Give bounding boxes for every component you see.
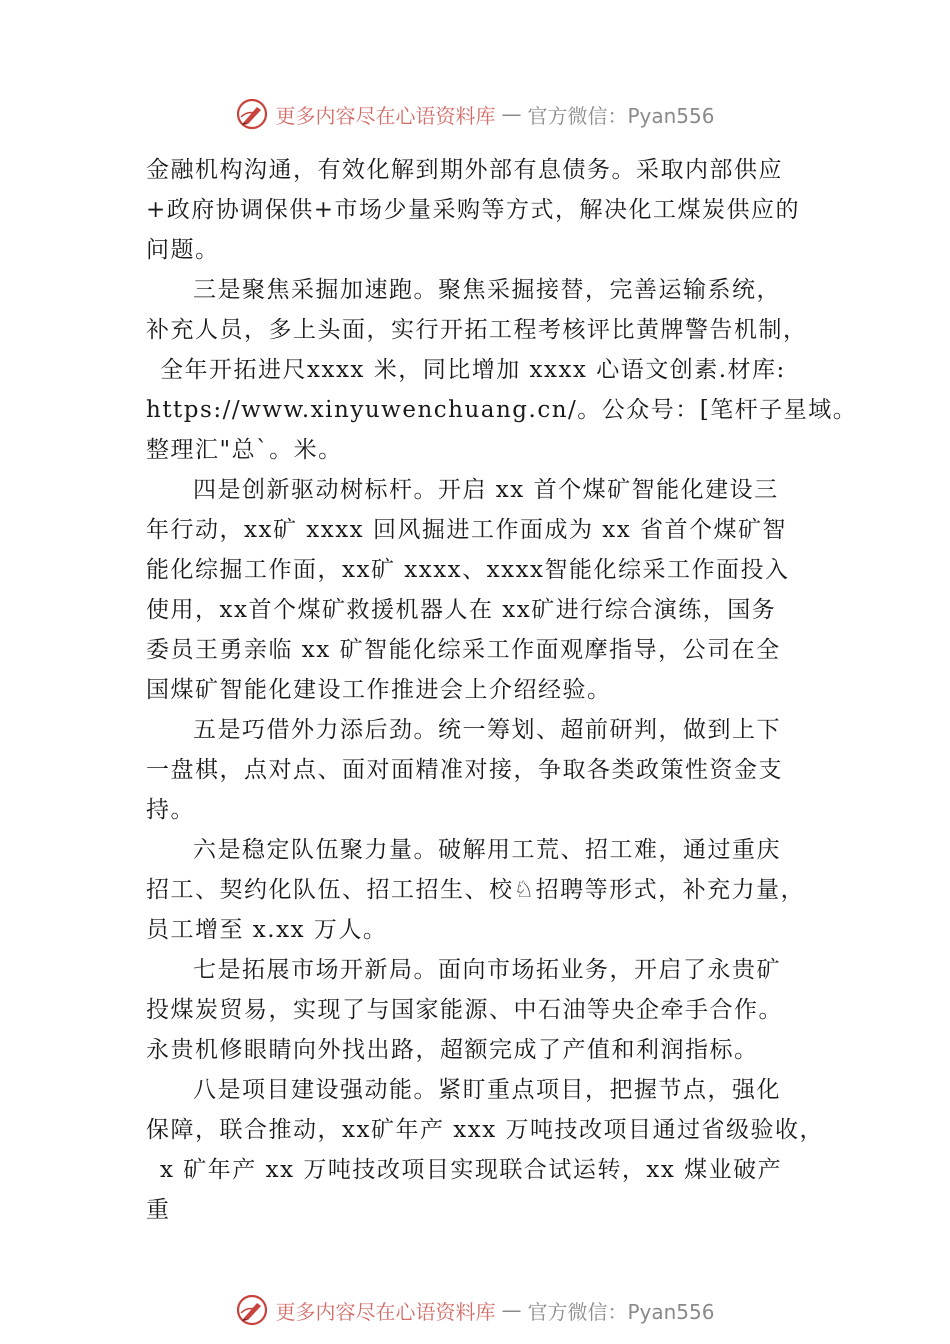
body-line: 使用，xx首个煤矿救援机器人在 xx矿进行综合演练，国务 bbox=[146, 597, 777, 623]
pen-logo-icon bbox=[235, 1293, 269, 1327]
banner-dash: — bbox=[501, 102, 522, 126]
body-line: 永贵机修眼睛向外找出路，超额完成了产值和利润指标。 bbox=[146, 1037, 759, 1063]
body-line: 保障，联合推动，xx矿年产 xxx 万吨技改项目通过省级验收， bbox=[146, 1117, 824, 1143]
footer-banner bbox=[0, 1290, 950, 1330]
body-line: 整理汇"总`。米。 bbox=[146, 437, 343, 463]
body-line: 问题。 bbox=[146, 237, 220, 263]
body-line: 国煤矿智能化建设工作推进会上介绍经验。 bbox=[146, 677, 612, 703]
body-line: 补充人员，多上头面，实行开拓工程考核评比黄牌警告机制， bbox=[146, 317, 808, 343]
body-line: 全年开拓进尺xxxx 米，同比增加 xxxx 心语文创素.材库: bbox=[160, 357, 786, 383]
pen-logo-icon bbox=[235, 97, 269, 131]
body-line: 能化综掘工作面，xx矿 xxxx、xxxx智能化综采工作面投入 bbox=[146, 557, 790, 583]
paragraph-5-start: 五是巧借外力添后劲。统一筹划、超前研判，做到上下 bbox=[193, 717, 781, 743]
body-line: 年行动，xx矿 xxxx 回风掘进工作面成为 xx 省首个煤矿智 bbox=[146, 517, 788, 543]
banner-site-name: 更多内容尽在心语资料库 bbox=[275, 1299, 496, 1324]
body-line: 委员王勇亲临 xx 矿智能化综采工作面观摩指导，公司在全 bbox=[146, 637, 781, 663]
paragraph-8-start: 八是项目建设强动能。紧盯重点项目，把握节点，强化 bbox=[193, 1077, 781, 1103]
paragraph-6-start: 六是稳定队伍聚力量。破解用工荒、招工难，通过重庆 bbox=[193, 837, 781, 863]
body-line: 金融机构沟通，有效化解到期外部有息债务。采取内部供应 bbox=[146, 157, 783, 183]
banner-wechat: 官方微信：Pyan556 bbox=[527, 1299, 715, 1324]
header-banner bbox=[0, 94, 950, 134]
body-line: 员工增至 x.xx 万人。 bbox=[146, 917, 388, 943]
banner-wechat: 官方微信：Pyan556 bbox=[527, 103, 715, 128]
body-line: 重 bbox=[146, 1197, 171, 1223]
body-line: 投煤炭贸易，实现了与国家能源、中石油等央企牵手合作。 bbox=[146, 997, 783, 1023]
banner-dash: — bbox=[501, 1298, 522, 1322]
body-line: +政府协调保供+市场少量采购等方式，解决化工煤炭供应的 bbox=[146, 197, 801, 223]
banner-site-name: 更多内容尽在心语资料库 bbox=[275, 103, 496, 128]
body-line: x 矿年产 xx 万吨技改项目实现联合试运转，xx 煤业破产 bbox=[160, 1157, 783, 1183]
paragraph-4-start: 四是创新驱动树标杆。开启 xx 首个煤矿智能化建设三 bbox=[193, 477, 779, 503]
body-line: https://www.xinyuwenchuang.cn/。公众号：[笔杆子星域。 bbox=[146, 397, 858, 423]
body-line: 招工、契约化队伍、招工招生、校♘招聘等形式，补充力量， bbox=[146, 877, 806, 903]
document-body bbox=[146, 150, 858, 1230]
paragraph-7-start: 七是拓展市场开新局。面向市场拓业务，开启了永贵矿 bbox=[193, 957, 781, 983]
body-line: 一盘棋，点对点、面对面精准对接，争取各类政策性资金支 bbox=[146, 757, 783, 783]
body-line: 持。 bbox=[146, 797, 195, 823]
paragraph-3-start: 三是聚焦采掘加速跑。聚焦采掘接替，完善运输系统， bbox=[193, 277, 781, 303]
